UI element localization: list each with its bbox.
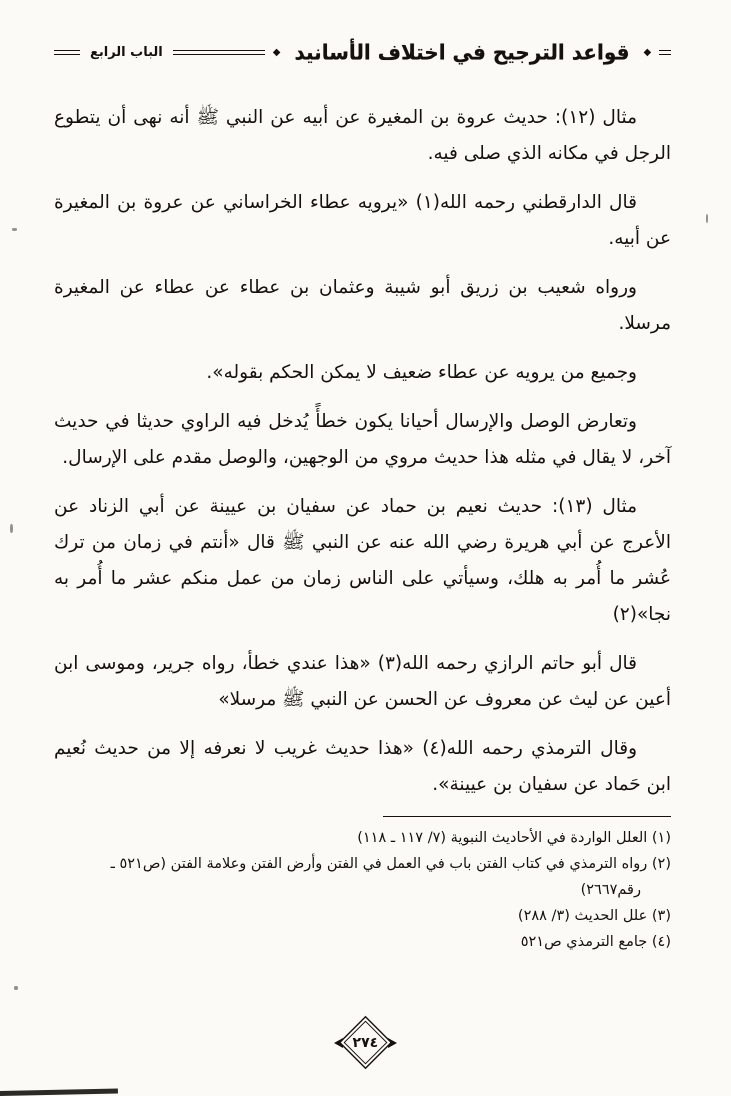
paragraph-example-12: مثال (١٢): حديث عروة بن المغيرة عن أبيه عن النبي ﷺ أنه نهى أن يتطوع الرجل في مكانه الذي صلى فيه. bbox=[54, 107, 671, 164]
page-number-diamond bbox=[344, 1021, 388, 1065]
scan-speck-artifact bbox=[706, 214, 708, 223]
ornament-right-wing-icon bbox=[388, 1038, 397, 1048]
footnote-item-3: (٣) علل الحديث (٣/ ٢٨٨) bbox=[517, 908, 671, 924]
scan-speck-artifact bbox=[10, 524, 13, 533]
paragraph-weak-narrators: وجميع من يرويه عن عطاء ضعيف لا يمكن الحكم بقوله». bbox=[206, 362, 637, 383]
title-ornament-left-icon: ◆ bbox=[272, 46, 281, 58]
main-text bbox=[54, 100, 671, 803]
footnote-item-4: (٤) جامع الترمذي ص٥٢١ bbox=[520, 934, 671, 950]
book-title-calligraphy: قواعد الترجيح في اختلاف الأسانيد bbox=[294, 39, 630, 65]
page-number-ornament bbox=[0, 1027, 731, 1058]
scan-speck-artifact bbox=[12, 228, 17, 231]
paragraph-wasl-irsal: وتعارض الوصل والإرسال أحيانا يكون خطأً يُدخل فيه الراوي حديثا في حديث آخر، لا يقال في مثله هذا حديث مروي من الوجهين، والوصل مقدم على الإرسال. bbox=[54, 411, 671, 468]
footnote-separator bbox=[383, 816, 671, 817]
title-ornament-right-icon: ◆ bbox=[643, 46, 652, 58]
paragraph-shuayb-narration: ورواه شعيب بن زريق أبو شيبة وعثمان بن عطاء عن عطاء عن المغيرة مرسلا. bbox=[54, 277, 671, 334]
paragraph-tirmidhi-quote: وقال الترمذي رحمه الله(٤) «هذا حديث غريب لا نعرفه إلا من حديث نُعيم ابن حَماد عن سفيان بن عيينة». bbox=[54, 738, 671, 795]
paragraph-example-13: مثال (١٣): حديث نعيم بن حماد عن سفيان بن عيينة عن أبي الزناد عن الأعرج عن أبي هريرة رضي الله عنه عن النبي ﷺ قال «أنتم في زمان من ترك عُشر ما أُمر به هلك، وسيأتي على الناس زمان من عمل منكم عشر ما أُمر به نجا»(٢) bbox=[54, 496, 671, 625]
page-header bbox=[54, 40, 671, 64]
header-rule-right bbox=[659, 50, 671, 55]
header-rule-middle bbox=[173, 50, 265, 55]
footnotes-section bbox=[54, 825, 671, 955]
scan-speck-artifact bbox=[14, 986, 18, 990]
paragraph-daraqutni-quote: قال الدارقطني رحمه الله(١) «يرويه عطاء الخراساني عن عروة بن المغيرة عن أبيه. bbox=[54, 192, 671, 249]
page-number: ٢٧٤ bbox=[352, 1034, 379, 1051]
paragraph-abu-hatim-quote: قال أبو حاتم الرازي رحمه الله(٣) «هذا عندي خطأ، رواه جرير، وموسى ابن أعين عن ليث عن معروف عن الحسن عن النبي ﷺ مرسلا» bbox=[54, 653, 671, 710]
ornament-left-wing-icon bbox=[334, 1038, 343, 1048]
chapter-label: الباب الرابع bbox=[90, 44, 163, 60]
footnote-item-1: (١) العلل الواردة في الأحاديث النبوية (٧/ ١١٧ ـ ١١٨) bbox=[357, 830, 671, 846]
footnote-item-2: (٢) رواه الترمذي في كتاب الفتن باب في العمل في الفتن وأرض الفتن وعلامة الفتن (ص٥٢١ ـ رقم٢٦٦٧) bbox=[110, 856, 671, 898]
header-rule-left bbox=[54, 50, 80, 55]
